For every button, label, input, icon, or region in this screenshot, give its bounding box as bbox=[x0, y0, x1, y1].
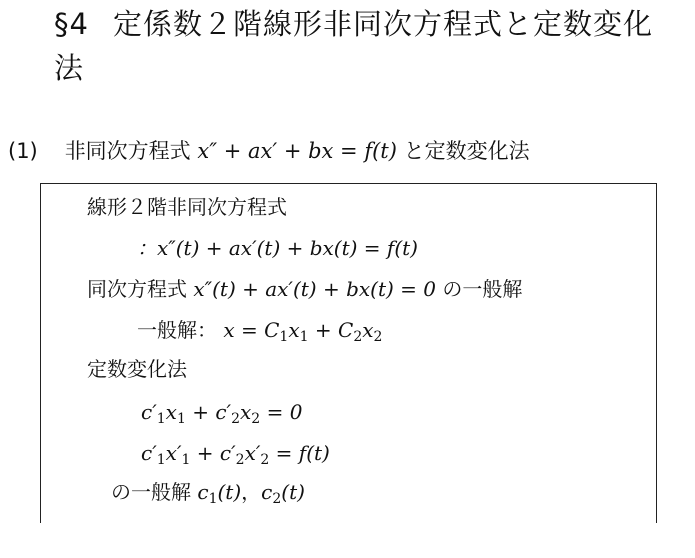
box-line-variation-label: 定数変化法 bbox=[87, 357, 187, 381]
subsection-label-after: と定数変化法 bbox=[403, 139, 530, 163]
coefficient-separator: ， bbox=[241, 480, 262, 504]
coefficient-solution-c1: $c_1(t)$ bbox=[197, 480, 242, 508]
box-line-general-solution bbox=[137, 316, 382, 344]
variation-equation-2: $c'_1x'_1 + c'_2x'_2 = f(t)$ bbox=[141, 441, 330, 469]
general-solution-label: 一般解： bbox=[137, 318, 217, 342]
general-solution-equation-start: x = C bbox=[223, 318, 280, 342]
box-line-coefficient-solution bbox=[111, 478, 305, 506]
subsection-equation: x″ + ax′ + bx = f(t) bbox=[197, 139, 397, 163]
coefficient-solution-label: の一般解 bbox=[111, 480, 191, 504]
box-line-homogeneous bbox=[87, 275, 522, 303]
section-heading: 定係数２階線形非同次方程式と定数変化法 bbox=[54, 7, 653, 85]
coefficient-solution-c2: $c_2(t)$ bbox=[261, 480, 305, 508]
subsection-number: (1) bbox=[8, 139, 38, 163]
section-title bbox=[54, 2, 664, 90]
subsection-label: 非同次方程式 bbox=[64, 139, 191, 163]
variation-equation-1: $c'_1x_1 + c'_2x_2 = 0$ bbox=[141, 400, 303, 428]
homogeneous-label: 同次方程式 bbox=[87, 277, 187, 301]
homogeneous-equation: x″(t) + ax′(t) + bx(t) = 0 bbox=[193, 277, 437, 301]
section-number: §4 bbox=[54, 7, 89, 41]
homogeneous-suffix: の一般解 bbox=[442, 277, 523, 301]
box-line-nonhomogeneous-equation: ：x″(t) + ax′(t) + bx(t) = f(t) bbox=[137, 236, 418, 260]
box-line-heading: 線形２階非同次方程式 bbox=[87, 195, 287, 219]
general-solution-equation: $x = C_1x_1 + C_2x_2$ bbox=[223, 318, 383, 346]
subsection-heading bbox=[8, 136, 530, 166]
method-box bbox=[40, 183, 657, 523]
